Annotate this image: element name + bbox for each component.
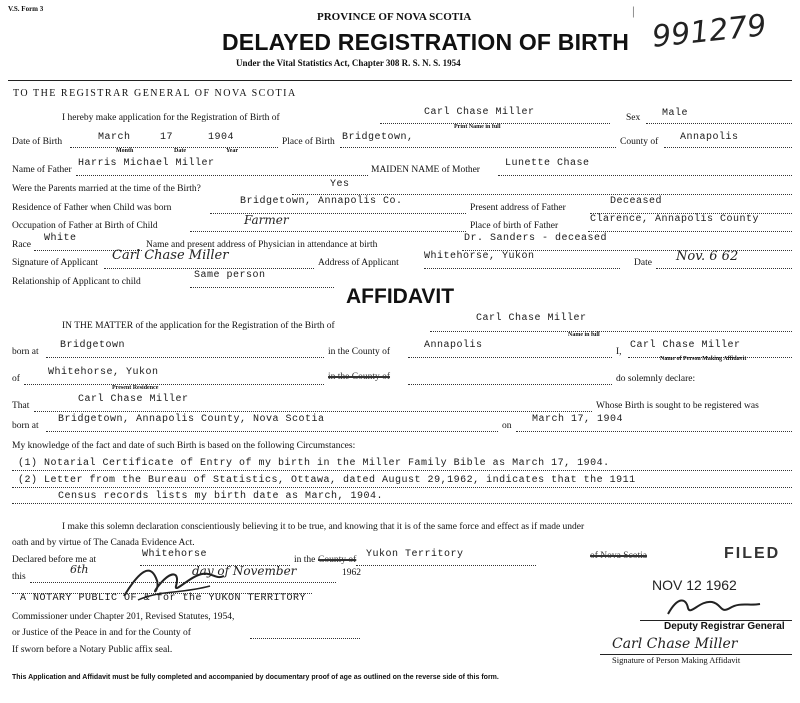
filed-date: NOV 12 1962 bbox=[652, 577, 737, 593]
deponent-caption: Name of Person Making Affidavit bbox=[660, 356, 747, 362]
relationship-value: Same person bbox=[194, 270, 266, 281]
present-address-value: Deceased bbox=[610, 196, 663, 207]
race-label: Race bbox=[12, 240, 31, 250]
intro-text: I hereby make application for the Registration of Birth of bbox=[62, 113, 280, 123]
physician-label: Name and present address of Physician in attendance at birth bbox=[146, 240, 378, 250]
form-subtitle: Under the Vital Statistics Act, Chapter 308 R. S. N. S. 1954 bbox=[236, 58, 461, 68]
mother-name: Lunette Chase bbox=[505, 158, 590, 169]
pob-value: Bridgetown, bbox=[342, 132, 414, 143]
year-value: 1962 bbox=[342, 568, 361, 578]
race-value: White bbox=[44, 233, 77, 244]
this-label: this bbox=[12, 572, 26, 582]
month-caption: Month bbox=[116, 148, 134, 154]
county-label: County of bbox=[620, 137, 659, 147]
province-heading: PROVINCE OF NOVA SCOTIA bbox=[317, 11, 472, 23]
addressee: TO THE REGISTRAR GENERAL OF NOVA SCOTIA bbox=[13, 88, 297, 99]
declared-at-value: Whitehorse bbox=[142, 549, 208, 560]
declared-label: Declared before me at bbox=[12, 555, 97, 565]
affidavit-county-value: Annapolis bbox=[424, 340, 483, 351]
footer-note: This Application and Affidavit must be fully completed and accompanied by documentary proof of age as outlined on the reverse side of this form. bbox=[12, 674, 499, 681]
affidavit-heading: AFFIDAVIT bbox=[346, 285, 455, 308]
sex-value: Male bbox=[662, 108, 689, 119]
residence-value: Bridgetown, Annapolis Co. bbox=[240, 196, 403, 207]
dob-year: 1904 bbox=[208, 132, 235, 143]
commissioner-text: Commissioner under Chapter 201, Revised Statutes, 1954, bbox=[12, 612, 235, 622]
corner-mark: | bbox=[632, 3, 635, 18]
declaration-line-1: I make this solemn declaration conscientiously believing it to be true, and knowing that it is of the same force and effect as if made under bbox=[62, 522, 585, 532]
filed-stamp: FILED bbox=[724, 545, 781, 562]
that-name: Carl Chase Miller bbox=[78, 394, 189, 405]
knowledge-text: My knowledge of the fact and date of such Birth is based on the following Circumstances: bbox=[12, 441, 356, 451]
of-label: of bbox=[12, 374, 20, 384]
deponent-signature-label: Signature of Person Making Affidavit bbox=[612, 655, 741, 665]
father-birthplace-value: Clarence, Annapolis County bbox=[590, 214, 760, 225]
name-caption: Print Name in full bbox=[454, 124, 501, 130]
married-value: Yes bbox=[330, 179, 350, 190]
declare-text: do solemnly declare: bbox=[616, 374, 696, 384]
dob-label: Date of Birth bbox=[12, 137, 63, 147]
deputy-registrar: Deputy Registrar General bbox=[664, 621, 785, 632]
day-of-month-value: day of November bbox=[192, 564, 297, 578]
deponent-name: Carl Chase Miller bbox=[630, 340, 741, 351]
affidavit-county-label: in the County of bbox=[328, 347, 391, 357]
declaration-line-2: oath and by virtue of The Canada Evidence Act. bbox=[12, 538, 195, 548]
applicant-signature: Carl Chase Miller bbox=[112, 248, 229, 263]
notary-text: A NOTARY PUBLIC OF & for the YUKON TERRITORY bbox=[20, 593, 307, 604]
on-label: on bbox=[502, 421, 512, 431]
circumstance-2: (2) Letter from the Bureau of Statistics, Ottawa, dated August 29,1962, indicates that the 1911 bbox=[18, 475, 636, 486]
application-date: Nov. 6 62 bbox=[676, 249, 739, 264]
handwritten-number: 991279 bbox=[650, 8, 769, 55]
pob-label: Place of Birth bbox=[282, 137, 335, 147]
matter-text: IN THE MATTER of the application for the Registration of the Birth of bbox=[62, 321, 335, 331]
header-rule bbox=[8, 80, 792, 81]
sex-label: Sex bbox=[626, 113, 641, 123]
child-name: Carl Chase Miller bbox=[424, 107, 535, 118]
day-value: 6th bbox=[70, 563, 89, 576]
on-date-value: March 17, 1904 bbox=[532, 414, 624, 425]
seal-text: If sworn before a Notary Public affix seal. bbox=[12, 645, 173, 655]
father-label: Name of Father bbox=[12, 165, 72, 175]
applicant-address-label: Address of Applicant bbox=[318, 258, 399, 268]
county-value: Annapolis bbox=[680, 132, 739, 143]
struck-county-text: in the County of bbox=[328, 372, 391, 382]
justice-text: or Justice of the Peace in and for the County of bbox=[12, 628, 191, 638]
form-title: DELAYED REGISTRATION OF BIRTH bbox=[222, 29, 630, 55]
born-at2-label: born at bbox=[12, 421, 39, 431]
married-label: Were the Parents married at the time of the Birth? bbox=[12, 184, 201, 194]
deponent-signature: Carl Chase Miller bbox=[612, 636, 738, 652]
mother-label: MAIDEN NAME of Mother bbox=[371, 165, 480, 175]
date-caption: Date bbox=[174, 148, 186, 154]
year-caption: Year bbox=[226, 148, 238, 154]
that-label: That bbox=[12, 401, 30, 411]
occupation-label: Occupation of Father at Birth of Child bbox=[12, 221, 158, 231]
whose-birth-text: Whose Birth is sought to be registered was bbox=[596, 401, 759, 411]
born-at2-value: Bridgetown, Annapolis County, Nova Scotia bbox=[58, 414, 325, 425]
affidavit-name-caption: Name in full bbox=[568, 332, 600, 338]
circumstance-1: (1) Notarial Certificate of Entry of my birth in the Miller Family Bible as March 17, 1904. bbox=[18, 458, 610, 469]
residence-caption: Present Residence bbox=[112, 385, 159, 391]
occupation-value: Farmer bbox=[244, 213, 289, 227]
father-name: Harris Michael Miller bbox=[78, 158, 215, 169]
relationship-label: Relationship of Applicant to child bbox=[12, 277, 141, 287]
father-birthplace-label: Place of birth of Father bbox=[470, 221, 559, 231]
dob-date: 17 bbox=[160, 132, 174, 143]
i-label: I, bbox=[616, 347, 622, 357]
physician-value: Dr. Sanders - deceased bbox=[464, 233, 608, 244]
signature-label: Signature of Applicant bbox=[12, 258, 99, 268]
affidavit-name: Carl Chase Miller bbox=[476, 313, 587, 324]
struck-province: of Nova Scotia bbox=[590, 551, 647, 561]
struck-county-2: County of bbox=[318, 555, 357, 565]
form-number: V.S. Form 3 bbox=[8, 5, 44, 13]
date-label: Date bbox=[634, 258, 652, 268]
circumstance-2b: Census records lists my birth date as March, 1904. bbox=[58, 491, 384, 502]
territory-value: Yukon Territory bbox=[366, 549, 464, 560]
in-the-label: in the bbox=[294, 555, 316, 565]
born-at-value: Bridgetown bbox=[60, 340, 126, 351]
present-address-label: Present address of Father bbox=[470, 203, 566, 213]
applicant-address-value: Whitehorse, Yukon bbox=[424, 251, 535, 262]
dob-month: March bbox=[98, 132, 131, 143]
registrar-signature bbox=[664, 592, 764, 622]
residence-label: Residence of Father when Child was born bbox=[12, 203, 172, 213]
born-at-label: born at bbox=[12, 347, 39, 357]
residence-of-deponent: Whitehorse, Yukon bbox=[48, 367, 159, 378]
